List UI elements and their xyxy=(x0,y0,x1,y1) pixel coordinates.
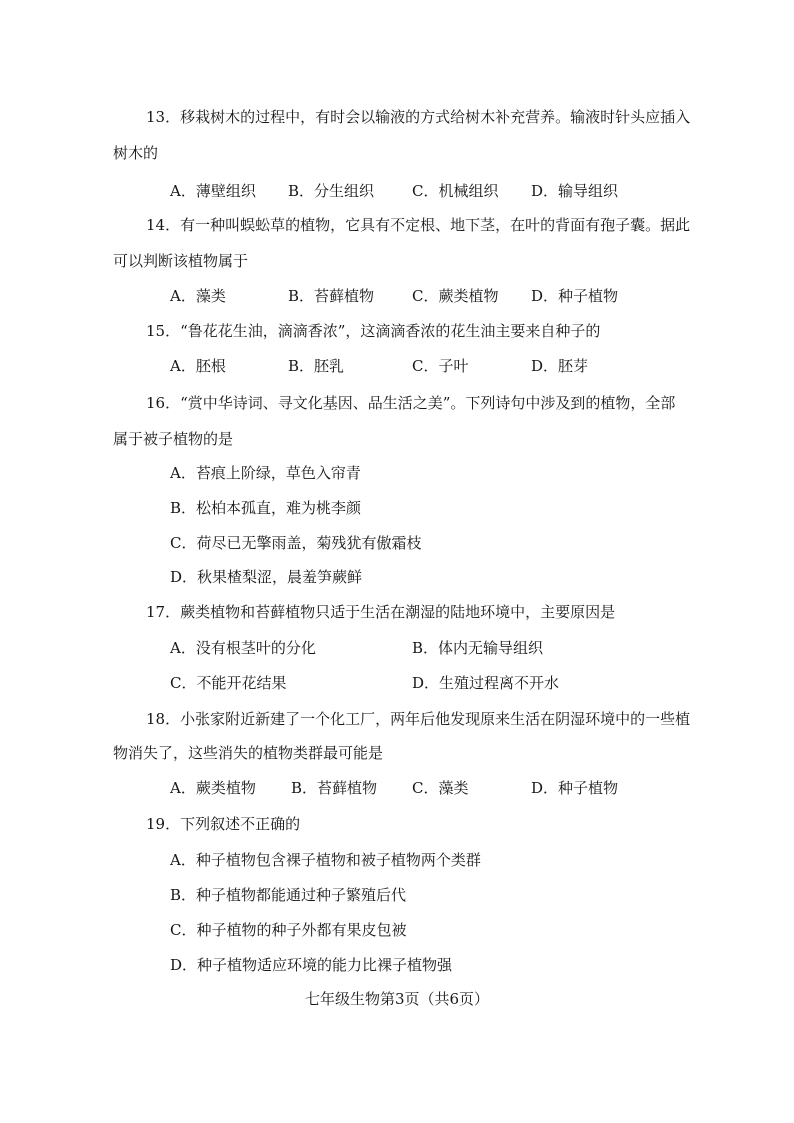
question-18-option-b[interactable]: B．苔藓植物 xyxy=(291,779,378,797)
question-19-option-c[interactable]: C．种子植物的种子外都有果皮包被 xyxy=(170,921,407,939)
question-15-option-c[interactable]: C．子叶 xyxy=(412,357,469,375)
question-14-option-b[interactable]: B．苔藓植物 xyxy=(288,287,375,305)
question-13-stem-line2: 树木的 xyxy=(113,144,159,162)
question-18-stem-line2: 物消失了，这些消失的植物类群最可能是 xyxy=(113,744,384,762)
question-16-option-d[interactable]: D．秋果楂梨涩，晨羞笋蕨鲜 xyxy=(170,568,363,586)
question-19-stem: 19．下列叙述不正确的 xyxy=(146,815,301,833)
question-13-option-b[interactable]: B．分生组织 xyxy=(288,182,375,200)
question-15-stem: 15．“鲁花花生油，滴滴香浓”，这滴滴香浓的花生油主要来自种子的 xyxy=(146,322,601,340)
question-15-option-a[interactable]: A．胚根 xyxy=(170,357,226,375)
question-14-option-c[interactable]: C．蕨类植物 xyxy=(412,287,499,305)
question-14-option-d[interactable]: D．种子植物 xyxy=(531,287,619,305)
question-18-stem-line1: 18．小张家附近新建了一个化工厂，两年后他发现原来生活在阴湿环境中的一些植 xyxy=(146,710,691,728)
question-17-stem: 17．蕨类植物和苔藓植物只适于生活在潮湿的陆地环境中，主要原因是 xyxy=(146,603,616,621)
question-16-stem-line2: 属于被子植物的是 xyxy=(113,430,234,448)
question-13-option-a[interactable]: A．薄壁组织 xyxy=(170,182,256,200)
question-17-option-c[interactable]: C．不能开花结果 xyxy=(170,674,287,692)
question-16-stem-line1: 16．“赏中华诗词、寻文化基因、品生活之美”。下列诗句中涉及到的植物，全部 xyxy=(146,394,676,412)
question-16-option-c[interactable]: C．荷尽已无擎雨盖，菊残犹有傲霜枝 xyxy=(170,534,422,552)
question-16-option-b[interactable]: B．松柏本孤直，难为桃李颜 xyxy=(170,499,362,517)
question-19-option-b[interactable]: B．种子植物都能通过种子繁殖后代 xyxy=(170,886,407,904)
question-18-option-a[interactable]: A．蕨类植物 xyxy=(170,779,256,797)
page-footer: 七年级生物第3页（共6页） xyxy=(304,990,490,1008)
question-19-option-a[interactable]: A．种子植物包含裸子植物和被子植物两个类群 xyxy=(170,851,481,869)
question-18-option-d[interactable]: D．种子植物 xyxy=(531,779,619,797)
question-14-stem-line2: 可以判断该植物属于 xyxy=(113,252,249,270)
question-13-option-d[interactable]: D．输导组织 xyxy=(531,182,619,200)
question-17-option-d[interactable]: D．生殖过程离不开水 xyxy=(412,674,560,692)
question-13-stem-line1: 13．移栽树木的过程中，有时会以输液的方式给树木补充营养。输液时针头应插入 xyxy=(146,108,691,126)
question-17-option-a[interactable]: A．没有根茎叶的分化 xyxy=(170,639,316,657)
question-14-stem-line1: 14．有一种叫蜈蚣草的植物，它具有不定根、地下茎，在叶的背面有孢子囊。据此 xyxy=(146,216,691,234)
question-13-option-c[interactable]: C．机械组织 xyxy=(412,182,499,200)
question-16-option-a[interactable]: A．苔痕上阶绿，草色入帘青 xyxy=(170,464,361,482)
question-15-option-d[interactable]: D．胚芽 xyxy=(531,357,589,375)
question-18-option-c[interactable]: C．藻类 xyxy=(412,779,469,797)
question-15-option-b[interactable]: B．胚乳 xyxy=(288,357,345,375)
question-17-option-b[interactable]: B．体内无输导组织 xyxy=(412,639,544,657)
question-14-option-a[interactable]: A．藻类 xyxy=(170,287,226,305)
question-19-option-d[interactable]: D．种子植物适应环境的能力比裸子植物强 xyxy=(170,956,453,974)
